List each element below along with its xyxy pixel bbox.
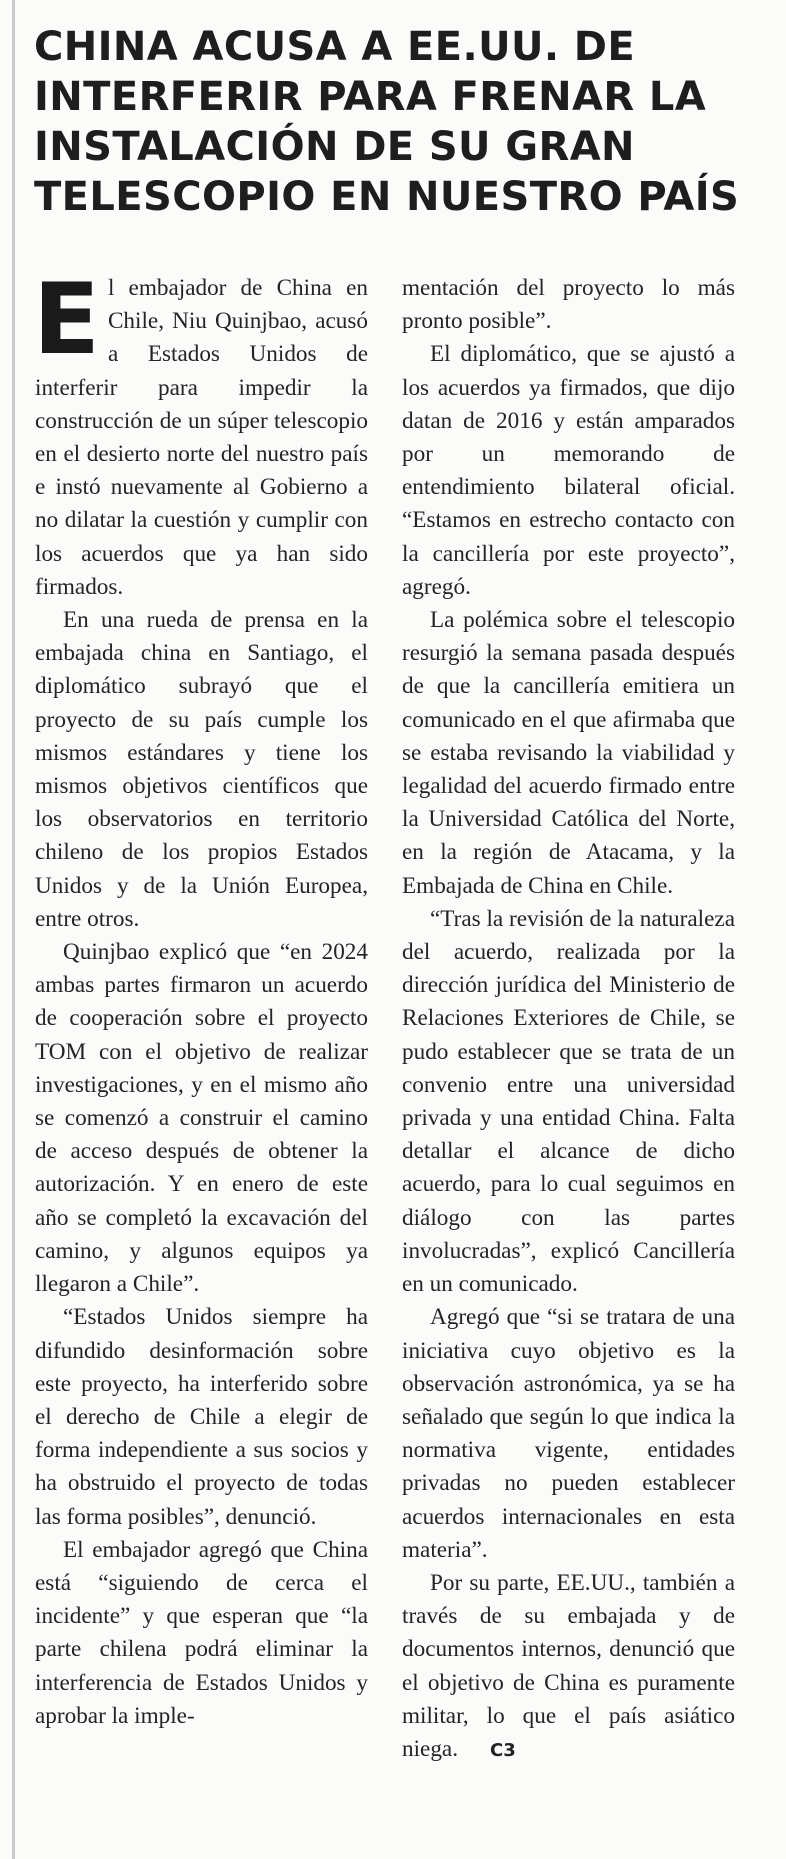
final-paragraph-text: Por su parte, EE.UU., también a través de su embajada y de documentos internos, denunció que el objetivo de China es puramente militar, lo que el país asiático niega.: [402, 1569, 735, 1762]
headline-line-2: INTERFERIR PARA FRENAR LA: [34, 74, 707, 120]
drop-cap: E: [33, 263, 100, 377]
headline-line-4: TELESCOPIO EN NUESTRO PAÍS: [34, 174, 740, 220]
article-paragraph: Agregó que “si se tratara de una iniciativa cuyo objetivo es la observación astronómica, ya se ha señalado que según lo que indica la normativa vigente, entidades privadas no pueden establecer acuerdos internacionales en esta materia”.: [402, 1304, 735, 1563]
article-paragraph: [33, 263, 368, 604]
article-paragraph: Quinjbao explicó que “en 2024 ambas partes firmaron un acuerdo de cooperación sobre el proyecto TOM con el objetivo de realizar investigaciones, y en el mismo año se comenzó a construir el camino de acceso después de obtener la autorización. Y en enero de este año se completó la excavación del camino, y algunos equipos ya llegaron a Chile”.: [35, 939, 368, 1298]
article-paragraph: El embajador agregó que China está “siguiendo de cerca el incidente” y que esperan que “la parte chilena podrá eliminar la interferencia de Estados Unidos y aprobar la imple-: [35, 1536, 368, 1729]
headline-line-1: CHINA ACUSA A EE.UU. DE: [34, 24, 636, 70]
article-headline: [34, 22, 754, 222]
article-paragraph-final: [402, 1567, 735, 1767]
article-paragraph: “Tras la revisión de la naturaleza del acuerdo, realizada por la dirección jurídica del Ministerio de Relaciones Exteriores de Chile, se pudo establecer que se trata de un convenio entre una universidad privada y una entidad China. Falta detallar el alcance de dicho acuerdo, para lo cual seguimos en diálogo con las partes involucradas”, explicó Cancillería en un comunicado.: [402, 905, 735, 1298]
headline-line-3: INSTALACIÓN DE SU GRAN: [34, 124, 635, 170]
article-paragraph-continued: mentación del proyecto lo más pronto posible”.: [402, 275, 735, 335]
article-column-right: [402, 272, 735, 1767]
column-rule: [12, 0, 15, 1859]
article-paragraph: En una rueda de prensa en la embajada china en Santiago, el diplomático subrayó que el proyecto de su país cumple los mismos estándares y tiene los mismos objetivos científicos que los observatorios en territorio chileno de los propios Estados Unidos y de la Unión Europea, entre otros.: [35, 607, 368, 932]
end-mark-icon: C3: [490, 1739, 516, 1761]
article-paragraph: “Estados Unidos siempre ha difundido desinformación sobre este proyecto, ha interferido sobre el derecho de Chile a elegir de forma independiente a sus socios y ha obstruido el proyecto de todas las forma posibles”, denunció.: [35, 1304, 368, 1530]
lead-paragraph-text: l embajador de China en Chile, Niu Quinjbao, acusó a Estados Unidos de interferir para impedir la construcción de un súper telescopio en el desierto norte del nuestro país e instó nuevamente al Gobierno a no dilatar la cuestión y cumplir con los acuerdos que ya han sido firmados.: [35, 275, 368, 600]
article-column-left: [33, 263, 368, 1733]
article-paragraph: El diplomático, que se ajustó a los acuerdos ya firmados, que dijo datan de 2016 y están amparados por un memorando de entendimiento bilateral oficial. “Estamos en estrecho contacto con la cancillería por este proyecto”, agregó.: [402, 341, 735, 600]
article-paragraph: La polémica sobre el telescopio resurgió la semana pasada después de que la cancillería emitiera un comunicado en el que afirmaba que se estaba revisando la viabilidad y legalidad del acuerdo firmado entre la Universidad Católica del Norte, en la región de Atacama, y la Embajada de China en Chile.: [402, 607, 735, 899]
